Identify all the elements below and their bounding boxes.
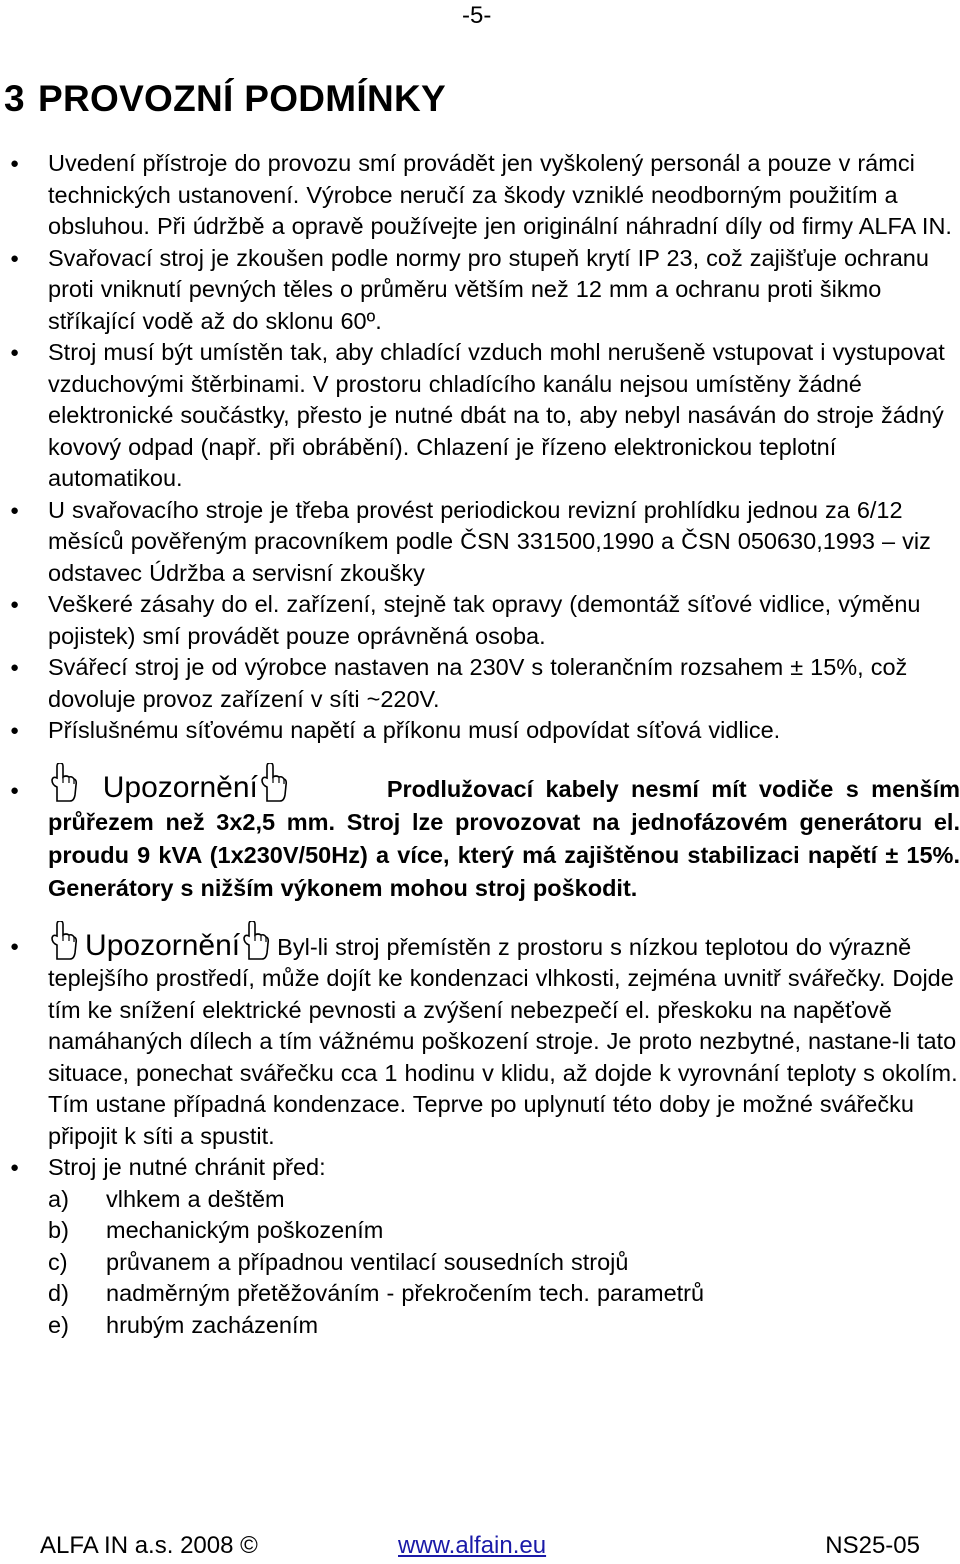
footer-website-link[interactable]: www.alfain.eu: [398, 1532, 547, 1559]
bullet-icon: ●: [10, 344, 20, 361]
bullet-icon: ●: [10, 596, 20, 613]
protect-text: mechanickým poškozením: [106, 1217, 384, 1243]
pointing-hand-icon: [48, 763, 78, 803]
warning-text: Prodlužovací kabely nesmí mít vodiče s menším průřezem než 3x2,5 mm. Stroj lze provozovat na jednofázovém generátoru el. proudu 9 kVA (1x230V/50Hz) a více, který má zajištěnou stabilizaci napětí ± 15%. Generátory s nižším výkonem mohou stroj poškodit.: [48, 775, 960, 901]
warning-text: Byl-li stroj přemístěn z prostoru s nízkou teplotou do výrazně teplejšího prostředí, může dojít ke kondenzaci vlhkosti, zejména uvnitř svářečky. Dojde tím ke snížení elektrické pevnosti a zvýšení nebezpečí el. přeskoku na napěťově namáhaných dílech a tím vážnému poškození stroje. Je proto nezbytné, nastane-li tato situace, ponechat svářečku cca 1 hodinu v klidu, až dojde k vyrovnání teploty s okolím. Tím ustane případná kondenzace. Teprve po uplynutí této doby je možné svářečku připojit k síti a spustit.: [48, 933, 958, 1149]
warning-label: Upozornění: [85, 928, 241, 962]
list-item: [0, 715, 960, 747]
protect-text: nadměrným přetěžováním - překročením tech. parametrů: [106, 1280, 705, 1306]
bullet-icon: ●: [10, 937, 20, 955]
list-item-text: Svařovací stroj je zkoušen podle normy pro stupeň krytí IP 23, což zajišťuje ochranu proti vniknutí pevných těles o průměru větším než 12 mm a ochranu proti šikmo stříkající vodě až do sklonu 60º.: [48, 244, 929, 334]
list-item: [0, 148, 960, 243]
protect-item: [48, 1278, 960, 1310]
warning-item: [0, 763, 960, 905]
list-item: [0, 243, 960, 338]
list-item-text: Svářecí stroj je od výrobce nastaven na 230V s tolerančním rozsahem ± 15%, což dovoluje provoz zařízení v síti ~220V.: [48, 654, 908, 712]
bullet-icon: ●: [10, 781, 20, 799]
conditions-list: [0, 148, 960, 1341]
list-item: [0, 652, 960, 715]
list-item: [0, 589, 960, 652]
footer-document-code: NS25-05: [825, 1532, 920, 1559]
footer-copyright: ALFA IN a.s. 2008 ©: [40, 1532, 258, 1559]
bullet-icon: ●: [10, 501, 20, 519]
protect-item: [48, 1215, 960, 1247]
list-item-text: U svařovacího stroje je třeba provést periodickou revizní prohlídku jednou za 6/12 měsíců pověřeným pracovníkem podle ČSN 331500,1990 a ČSN 050630,1993 – viz odstavec Údržba a servisní zkoušky: [48, 496, 931, 586]
page-number: -5-: [462, 2, 492, 29]
list-item: [0, 337, 960, 495]
bullet-icon: ●: [10, 249, 20, 267]
protect-intro: Stroj je nutné chránit před:: [48, 1154, 326, 1180]
section-number: 3: [4, 78, 25, 119]
list-item: [0, 495, 960, 590]
list-item-text: Veškeré zásahy do el. zařízení, stejně tak opravy (demontáž síťové vidlice, výměnu pojistek) smí provádět pouze oprávněná osoba.: [48, 591, 921, 649]
pointing-hand-icon: [258, 763, 288, 803]
protect-letter: b): [48, 1217, 69, 1243]
bullet-icon: ●: [10, 1159, 20, 1176]
protect-letter: a): [48, 1185, 69, 1212]
list-item-text: Příslušnému síťovému napětí a příkonu musí odpovídat síťová vidlice.: [48, 717, 781, 743]
warning-item: [0, 921, 960, 1153]
pointing-hand-icon: [48, 921, 78, 961]
protect-text: hrubým zacházením: [106, 1311, 319, 1338]
protect-item: [48, 1184, 960, 1216]
bullet-icon: ●: [10, 155, 20, 172]
pointing-hand-icon: [240, 921, 270, 961]
list-item-text: Uvedení přístroje do provozu smí provádět jen vyškolený personál a pouze v rámci technických ustanovení. Výrobce neručí za škody vzniklé neodborným použitím a obsluhou. Při údržbě a opravě používejte jen originální náhradní díly od firmy ALFA IN.: [48, 150, 952, 239]
protect-list: [48, 1184, 960, 1342]
protect-text: průvanem a případnou ventilací sousedních strojů: [106, 1248, 629, 1275]
protect-item: [48, 1247, 960, 1279]
section-heading: [4, 76, 446, 122]
warning-label: Upozornění: [102, 770, 258, 804]
protect-item: [48, 1310, 960, 1342]
protect-letter: e): [48, 1311, 69, 1338]
list-item-text: Stroj musí být umístěn tak, aby chladící vzduch mohl nerušeně vstupovat i vystupovat vzduchovými štěrbinami. V prostoru chladícího kanálu nejsou umístěny žádné elektronické součástky, přesto je nutné dbát na to, aby nebyl nasáván do stroje žádný kovový odpad (např. při obrábění). Chlazení je řízeno elektronickou teplotní automatikou.: [48, 339, 945, 491]
section-title: PROVOZNÍ PODMÍNKY: [38, 78, 447, 119]
protect-letter: d): [48, 1280, 69, 1306]
protect-letter: c): [48, 1248, 68, 1275]
bullet-icon: ●: [10, 659, 20, 676]
protect-text: vlhkem a deštěm: [106, 1185, 285, 1212]
list-item: [0, 1152, 960, 1341]
bullet-icon: ●: [10, 722, 20, 739]
